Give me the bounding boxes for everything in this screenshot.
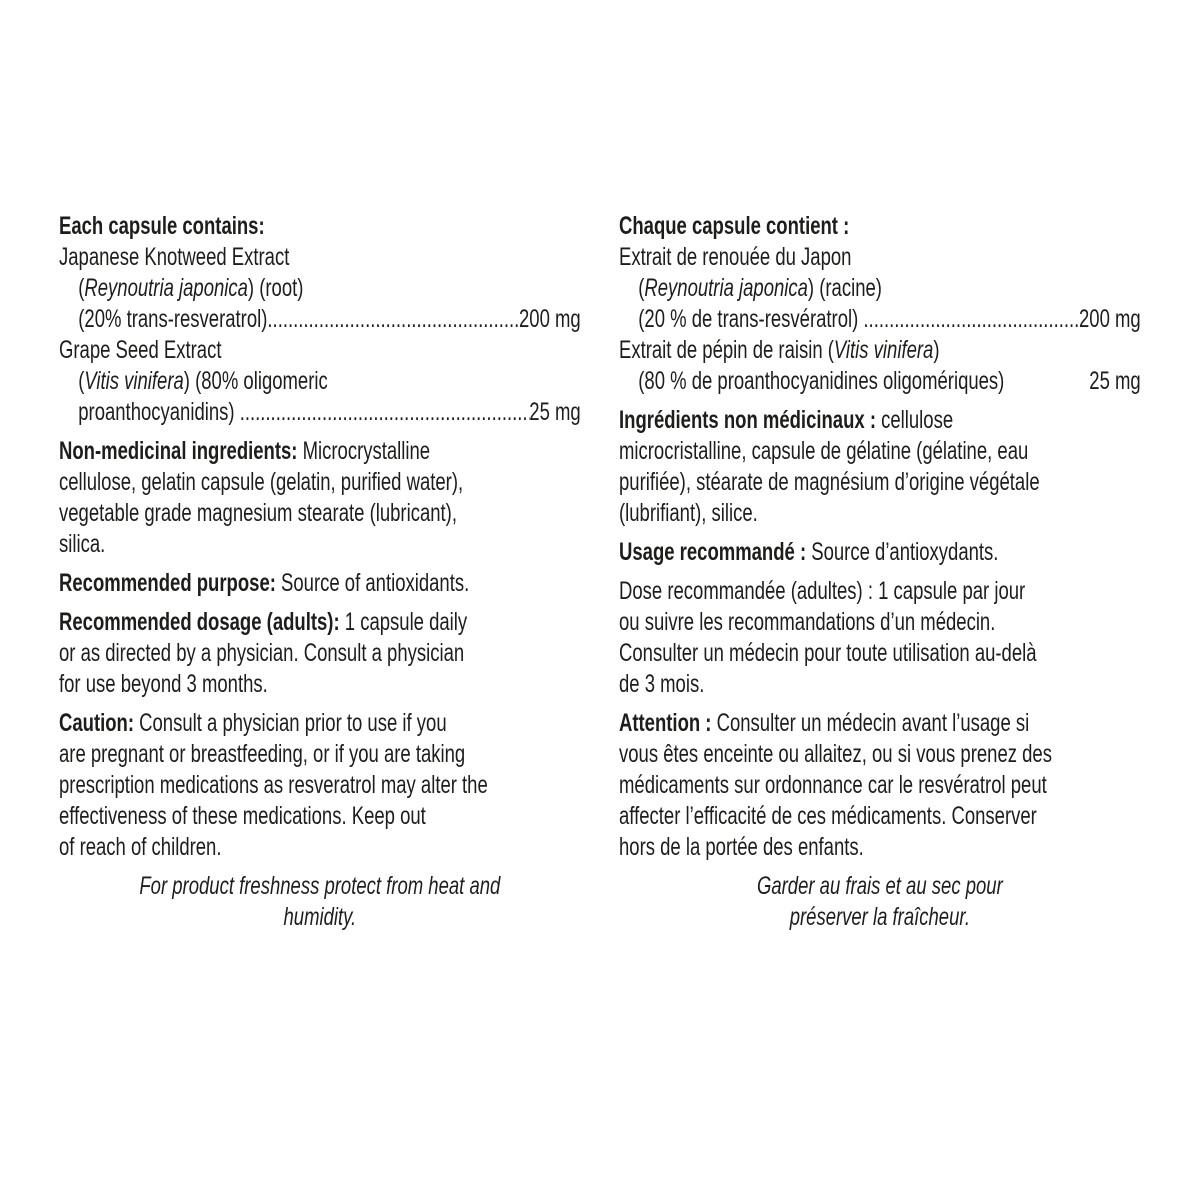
label-line	[59, 335, 581, 366]
label-line	[619, 638, 1141, 669]
line-text	[59, 569, 469, 597]
label-line	[619, 739, 1141, 770]
bold-lead-text: Caution:	[59, 709, 135, 737]
line-text	[59, 336, 221, 364]
amount-value: 200 mg	[1078, 305, 1141, 333]
plain-text: vegetable grade magnesium stearate (lubricant),	[59, 499, 457, 527]
note-fraicheur-fr	[619, 871, 1141, 933]
plain-text: 1 capsule daily	[339, 608, 468, 636]
line-text	[619, 577, 1025, 605]
dot-leader	[863, 304, 1079, 335]
line-text	[59, 802, 426, 830]
label-line	[619, 242, 1141, 273]
plain-text: Dose recommandée (adultes) : 1 capsule par jour	[619, 577, 1026, 605]
line-text	[59, 468, 463, 496]
label-line	[59, 568, 581, 599]
line-text	[59, 639, 464, 667]
line-text	[59, 437, 430, 465]
label-line	[59, 242, 581, 273]
line-text	[619, 802, 1037, 830]
label-line	[619, 708, 1141, 739]
label-line	[619, 607, 1141, 638]
line-text	[59, 740, 465, 768]
label-line	[619, 405, 1141, 436]
bold-lead-text: Chaque capsule contient :	[619, 212, 850, 240]
label-line	[59, 211, 581, 242]
plain-text: ) (racine)	[807, 274, 882, 302]
amount-value: 25 mg	[529, 398, 581, 426]
usage-recommande-fr	[619, 537, 1141, 568]
line-text	[638, 366, 1004, 397]
label-line	[619, 832, 1141, 863]
line-text	[59, 212, 265, 240]
dot-leader	[240, 397, 530, 428]
plain-text: Extrait de renouée du Japon	[619, 243, 852, 271]
line-text	[619, 336, 939, 364]
plain-text: Source d’antioxydants.	[806, 538, 999, 566]
dose-recommandee-fr	[619, 576, 1141, 700]
line-text	[619, 608, 995, 636]
line-text	[619, 212, 849, 240]
label-line	[59, 273, 581, 304]
caution-en	[59, 708, 581, 863]
english-column	[59, 211, 581, 933]
label-line	[619, 467, 1141, 498]
label-line	[619, 669, 1141, 700]
plain-text: affecter l’efficacité de ces médicaments. Conserver	[619, 802, 1037, 830]
label-line	[619, 770, 1141, 801]
line-text	[619, 709, 1029, 737]
attention-fr	[619, 708, 1141, 863]
label-line	[59, 498, 581, 529]
line-text	[59, 499, 457, 527]
plain-text: silica.	[59, 530, 106, 558]
plain-text: médicaments sur ordonnance car le resvératrol peut	[619, 771, 1047, 799]
line-text	[59, 243, 289, 271]
label-line	[619, 576, 1141, 607]
label-line	[619, 902, 1141, 933]
plain-text: (	[78, 274, 85, 302]
italic-text: Garder au frais et au sec pour	[756, 872, 1003, 900]
plain-text: cellulose, gelatin capsule (gelatin, purified water),	[59, 468, 464, 496]
line-text	[619, 406, 953, 434]
label-line	[59, 902, 581, 933]
bold-lead-text: Recommended dosage (adults):	[59, 608, 340, 636]
plain-text: (20% trans-resveratrol)	[78, 305, 268, 333]
line-text	[59, 709, 447, 737]
plain-text: (80 % de proanthocyanidines oligomériques)	[638, 367, 1005, 395]
line-text	[619, 243, 851, 271]
dot-leader	[267, 304, 519, 335]
italic-text: humidity.	[283, 903, 357, 931]
line-text	[619, 639, 1037, 667]
plain-text: (	[78, 367, 85, 395]
plain-text: Source of antioxidants.	[275, 569, 470, 597]
bold-lead-text: Non-medicinal ingredients:	[59, 437, 298, 465]
bold-lead-text: Ingrédients non médicinaux :	[619, 406, 876, 434]
plain-text: Japanese Knotweed Extract	[59, 243, 290, 271]
line-text	[139, 872, 500, 900]
plain-text: de 3 mois.	[619, 670, 705, 698]
label-line	[619, 537, 1141, 568]
label-line	[59, 871, 581, 902]
label-line	[59, 529, 581, 560]
line-text	[619, 771, 1047, 799]
plain-text: cellulose	[875, 406, 954, 434]
line-text	[757, 872, 1003, 900]
medicinal-ingredients-en	[59, 211, 581, 428]
plain-text: Consult a physician prior to use if you	[134, 709, 447, 737]
ingredient-amount-line	[619, 304, 1141, 335]
label-line	[619, 498, 1141, 529]
plain-text: Consulter un médecin pour toute utilisation au-delà	[619, 639, 1037, 667]
plain-text: Consulter un médecin avant l’usage si	[711, 709, 1030, 737]
bold-lead-text: Each capsule contains:	[59, 212, 265, 240]
plain-text: (20 % de trans-resvératrol)	[638, 305, 864, 333]
plain-text: hors de la portée des enfants.	[619, 833, 864, 861]
plain-text: Grape Seed Extract	[59, 336, 222, 364]
plain-text: ou suivre les recommandations d’un médecin.	[619, 608, 996, 636]
line-text	[619, 499, 758, 527]
line-text	[619, 740, 1052, 768]
ingredients-non-medicinaux-fr	[619, 405, 1141, 529]
line-text	[78, 397, 239, 428]
ingredients-medicinaux-fr	[619, 211, 1141, 397]
label-line	[619, 871, 1141, 902]
label-line	[619, 211, 1141, 242]
label-line	[59, 638, 581, 669]
line-text	[59, 670, 268, 698]
label-line	[59, 436, 581, 467]
ingredient-amount-line	[59, 397, 581, 428]
non-medicinal-ingredients-en	[59, 436, 581, 560]
line-text	[790, 903, 970, 931]
plain-text: for use beyond 3 months.	[59, 670, 268, 698]
italic-text: Reynoutria japonica	[84, 274, 248, 302]
plain-text: of reach of children.	[59, 833, 222, 861]
plain-text: Extrait de pépin de raisin (	[619, 336, 834, 364]
line-text	[619, 833, 864, 861]
amount-value: 25 mg	[1089, 367, 1141, 395]
bold-lead-text: Usage recommandé :	[619, 538, 807, 566]
plain-text: microcristalline, capsule de gélatine (gélatine, eau	[619, 437, 1029, 465]
italic-text: Reynoutria japonica	[644, 274, 808, 302]
amount-value: 200 mg	[518, 305, 581, 333]
plain-text: (lubrifiant), silice.	[619, 499, 758, 527]
label-line	[59, 770, 581, 801]
plain-text: are pregnant or breastfeeding, or if you are taking	[59, 740, 466, 768]
italic-text: préserver la fraîcheur.	[789, 903, 970, 931]
french-column	[619, 211, 1141, 933]
line-text	[59, 530, 105, 558]
plain-text: (	[638, 274, 645, 302]
line-text	[619, 538, 998, 566]
plain-text: ) (root)	[247, 274, 304, 302]
italic-text: Vitis vinifera	[833, 336, 934, 364]
line-text	[619, 670, 704, 698]
italic-text: Vitis vinifera	[84, 367, 184, 395]
line-text	[284, 903, 357, 931]
label-line	[59, 366, 581, 397]
line-text	[78, 304, 267, 335]
italic-text: For product freshness protect from heat and	[139, 872, 501, 900]
plain-text: Microcrystalline	[297, 437, 431, 465]
line-text	[59, 608, 467, 636]
label-line	[59, 832, 581, 863]
bold-lead-text: Recommended purpose:	[59, 569, 276, 597]
label-line	[59, 607, 581, 638]
line-text	[59, 771, 488, 799]
line-text	[59, 833, 221, 861]
line-text	[78, 274, 303, 302]
plain-text: or as directed by a physician. Consult a physician	[59, 639, 465, 667]
line-text	[638, 304, 863, 335]
label-line	[619, 335, 1141, 366]
recommended-purpose-en	[59, 568, 581, 599]
label-line	[59, 739, 581, 770]
label-line	[59, 801, 581, 832]
line-text	[78, 367, 328, 395]
ingredient-amount-line	[59, 304, 581, 335]
plain-text: ) (80% oligomeric	[183, 367, 328, 395]
plain-text: purifiée), stéarate de magnésium d’origine végétale	[619, 468, 1040, 496]
bold-lead-text: Attention :	[619, 709, 712, 737]
label-line	[619, 436, 1141, 467]
label-line	[619, 801, 1141, 832]
plain-text: prescription medications as resveratrol may alter the	[59, 771, 488, 799]
plain-text: effectiveness of these medications. Keep out	[59, 802, 426, 830]
label-line	[59, 708, 581, 739]
line-text	[638, 274, 882, 302]
line-text	[619, 468, 1040, 496]
ingredient-amount-line	[619, 366, 1141, 397]
plain-text: vous êtes enceinte ou allaitez, ou si vous prenez des	[619, 740, 1052, 768]
line-text	[619, 437, 1028, 465]
plain-text: proanthocyanidins)	[78, 398, 240, 426]
label-line	[59, 467, 581, 498]
label-line	[619, 273, 1141, 304]
plain-text: )	[933, 336, 940, 364]
freshness-note-en	[59, 871, 581, 933]
label-line	[59, 669, 581, 700]
recommended-dosage-en	[59, 607, 581, 700]
